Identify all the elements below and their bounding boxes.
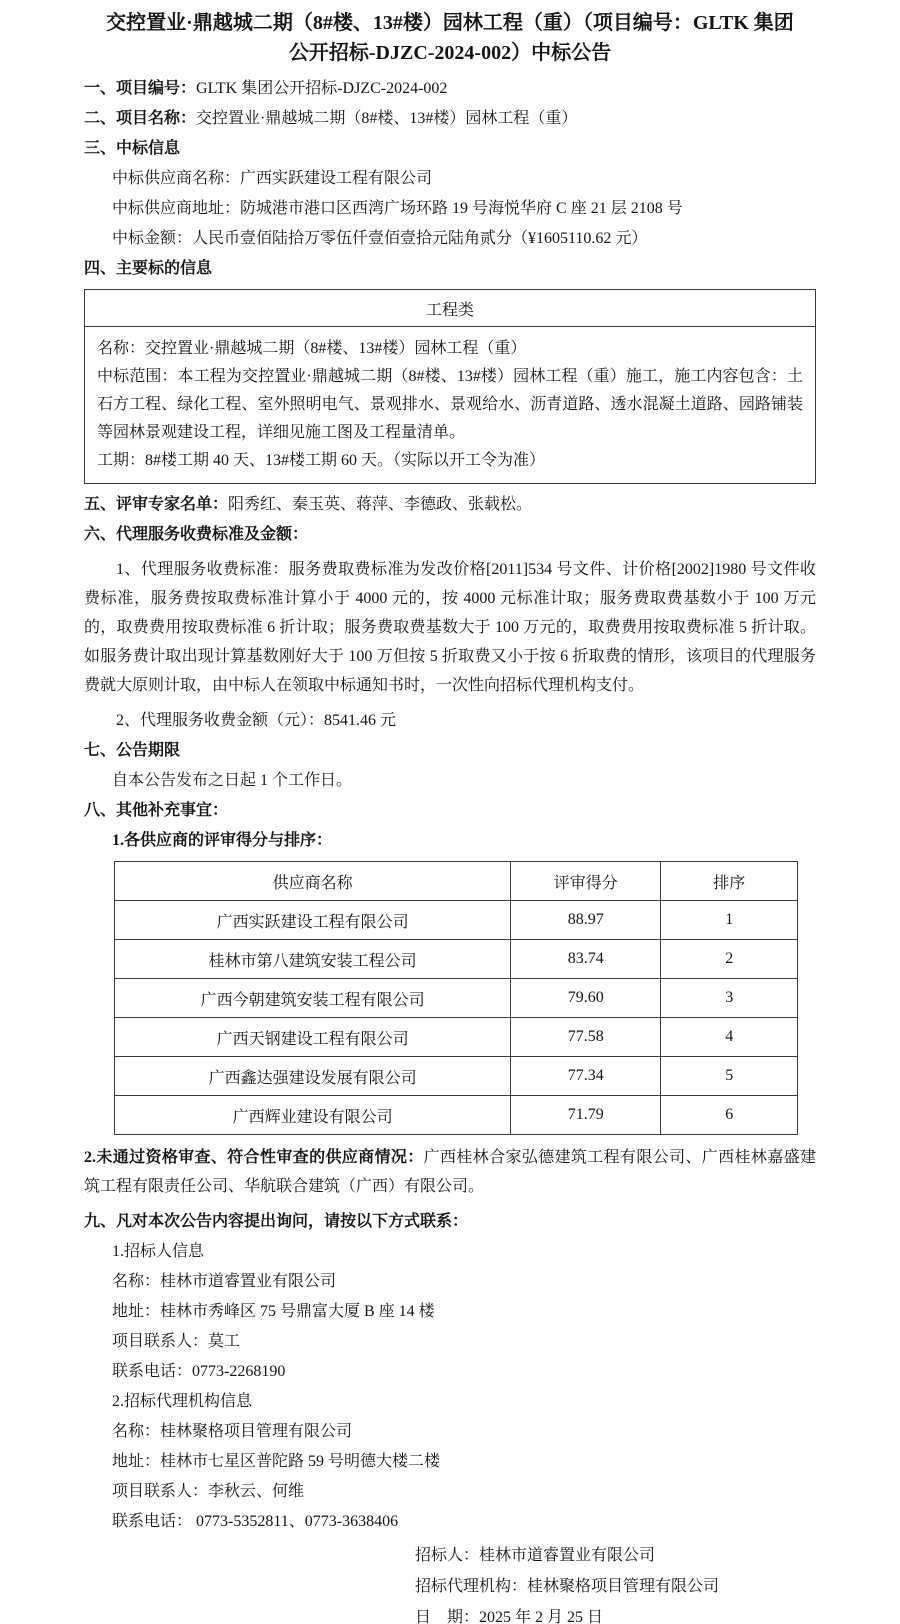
signature-block	[415, 1540, 719, 1624]
section-1-project-number	[84, 79, 816, 98]
section-2-label: 二、项目名称：	[84, 110, 197, 127]
table-row	[115, 1096, 798, 1135]
agency-address-line: 地址：桂林市七星区普陀路 59 号明德大楼二楼	[112, 1453, 441, 1470]
score-table-header-rank: 排序	[661, 862, 798, 901]
subject-table-header-cell: 工程类	[85, 290, 816, 327]
table-row	[115, 979, 798, 1018]
section-1-label: 一、项目编号：	[84, 80, 197, 97]
footer-tenderer-line: 招标人：桂林市道睿置业有限公司	[415, 1547, 656, 1564]
score-table-header-row	[115, 862, 798, 901]
score-ranking-label: 1.各供应商的评审得分与排序：	[112, 832, 333, 849]
section-8-heading: 八、其他补充事宜：	[84, 802, 229, 819]
score-cell: 71.79	[511, 1096, 661, 1135]
section-5-experts	[84, 495, 816, 514]
agency-phone-line: 联系电话： 0773-5352811、0773-3638406	[112, 1513, 399, 1530]
winner-amount-label: 中标金额：	[112, 230, 193, 247]
score-table-body	[115, 901, 798, 1135]
winner-address-label: 中标供应商地址：	[112, 200, 241, 217]
winner-name-value: 广西实跃建设工程有限公司	[240, 170, 433, 187]
section-6-heading: 六、代理服务收费标准及金额：	[84, 526, 309, 543]
section-3-heading: 三、中标信息	[84, 140, 181, 157]
agency-fee-standard-paragraph: 1、代理服务收费标准：服务费取费标准为发改价格[2011]534 号文件、计价格[2002]1980 号文件收费标准，服务费按取费标准计算小于 4000 元的，按 4000 元标准计取；服务费取费基数小于 100 万元的，取费费用按取费标准 6 折计取；服务费取费基数大于 100 万元的，取费费用按取费标准 5 折计取。如服务费计取出现计算基数刚好大于 100 万但按 5 折取费又小于按 6 折取费的情形，该项目的代理服务费就大原则计取，由中标人在领取中标通知书时，一次性向招标代理机构支付。	[84, 561, 816, 694]
subject-table-header-row	[85, 290, 816, 327]
unqualified-suppliers-paragraph	[84, 1143, 816, 1201]
agency-contact-line: 项目联系人：李秋云、何维	[112, 1483, 305, 1500]
rank-cell: 4	[661, 1018, 798, 1057]
announcement-period-line: 自本公告发布之日起 1 个工作日。	[112, 772, 353, 789]
doc-title-line1: 交控置业·鼎越城二期（8#楼、13#楼）园林工程（重）（项目编号：GLTK 集团	[106, 12, 794, 34]
winner-name-line	[84, 169, 816, 188]
winner-amount-line	[84, 229, 816, 248]
table-row	[115, 901, 798, 940]
section-5-value: 阳秀红、秦玉英、蒋萍、李德政、张载松。	[228, 496, 533, 513]
tenderer-address-line: 地址：桂林市秀峰区 75 号鼎富大厦 B 座 14 楼	[112, 1303, 435, 1320]
table-row	[115, 940, 798, 979]
score-table-header-score: 评审得分	[511, 862, 661, 901]
score-cell: 83.74	[511, 940, 661, 979]
section-1-value: GLTK 集团公开招标-DJZC-2024-002	[196, 80, 448, 97]
section-7-heading: 七、公告期限	[84, 742, 181, 759]
section-9-heading: 九、凡对本次公告内容提出询问，请按以下方式联系：	[84, 1213, 469, 1230]
section-5-label: 五、评审专家名单：	[84, 496, 229, 513]
agency-fee-amount-line: 2、代理服务收费金额（元）：8541.46 元	[116, 712, 397, 729]
footer-agency-line: 招标代理机构：桂林聚格项目管理有限公司	[415, 1578, 720, 1595]
rank-cell: 5	[661, 1057, 798, 1096]
subject-table-body-row	[85, 327, 816, 484]
subject-name-line: 名称：交控置业·鼎越城二期（8#楼、13#楼）园林工程（重）	[97, 340, 527, 357]
rank-cell: 1	[661, 901, 798, 940]
rank-cell: 6	[661, 1096, 798, 1135]
agency-name-line: 名称：桂林聚格项目管理有限公司	[112, 1423, 353, 1440]
winner-address-line	[84, 199, 816, 218]
subject-matter-table	[84, 289, 816, 484]
rank-cell: 2	[661, 940, 798, 979]
section-2-value: 交控置业·鼎越城二期（8#楼、13#楼）园林工程（重）	[196, 110, 578, 127]
table-row	[115, 1018, 798, 1057]
unqualified-suppliers-value: 广西桂林合家弘德建筑工程有限公司、广西桂林嘉盛建筑工程有限责任公司、华航联合建筑（广西）有限公司。	[84, 1149, 816, 1195]
supplier-name-cell: 广西鑫达强建设发展有限公司	[115, 1057, 511, 1096]
subject-duration-line: 工期：8#楼工期 40 天、13#楼工期 60 天。（实际以开工令为准）	[97, 452, 546, 469]
winner-address-value: 防城港市港口区西湾广场环路 19 号海悦华府 C 座 21 层 2108 号	[240, 200, 683, 217]
tenderer-contact-line: 项目联系人：莫工	[112, 1333, 241, 1350]
supplier-name-cell: 广西辉业建设有限公司	[115, 1096, 511, 1135]
unqualified-suppliers-label: 2.未通过资格审查、符合性审查的供应商情况：	[84, 1149, 424, 1166]
subject-scope-line: 中标范围：本工程为交控置业·鼎越城二期（8#楼、13#楼）园林工程（重）施工，施工内容包含：土石方工程、绿化工程、室外照明电气、景观排水、景观给水、沥青道路、透水混凝土道路、园路铺装等园林景观建设工程，详细见施工图及工程量清单。	[97, 368, 803, 441]
score-cell: 79.60	[511, 979, 661, 1018]
footer-date-line: 日 期：2025 年 2 月 25 日	[415, 1609, 604, 1624]
score-table-header-supplier: 供应商名称	[115, 862, 511, 901]
subject-table-body-cell	[85, 327, 816, 484]
winner-amount-value: 人民币壹佰陆拾万零伍仟壹佰壹拾元陆角贰分（¥1605110.62 元）	[192, 230, 648, 247]
score-table	[114, 861, 798, 1135]
table-row	[115, 1057, 798, 1096]
tenderer-name-line: 名称：桂林市道睿置业有限公司	[112, 1273, 337, 1290]
supplier-name-cell: 广西天钢建设工程有限公司	[115, 1018, 511, 1057]
supplier-name-cell: 广西今朝建筑安装工程有限公司	[115, 979, 511, 1018]
tenderer-info-title: 1.招标人信息	[112, 1243, 205, 1260]
rank-cell: 3	[661, 979, 798, 1018]
doc-title	[84, 8, 816, 68]
agency-info-title: 2.招标代理机构信息	[112, 1393, 253, 1410]
supplier-name-cell: 广西实跃建设工程有限公司	[115, 901, 511, 940]
supplier-name-cell: 桂林市第八建筑安装工程公司	[115, 940, 511, 979]
winner-name-label: 中标供应商名称：	[112, 170, 241, 187]
section-4-heading: 四、主要标的信息	[84, 260, 213, 277]
section-2-project-name	[84, 109, 816, 128]
score-cell: 77.34	[511, 1057, 661, 1096]
tenderer-phone-line: 联系电话：0773-2268190	[112, 1363, 286, 1380]
score-cell: 88.97	[511, 901, 661, 940]
score-cell: 77.58	[511, 1018, 661, 1057]
doc-title-line2: 公开招标-DJZC-2024-002）中标公告	[288, 42, 612, 64]
